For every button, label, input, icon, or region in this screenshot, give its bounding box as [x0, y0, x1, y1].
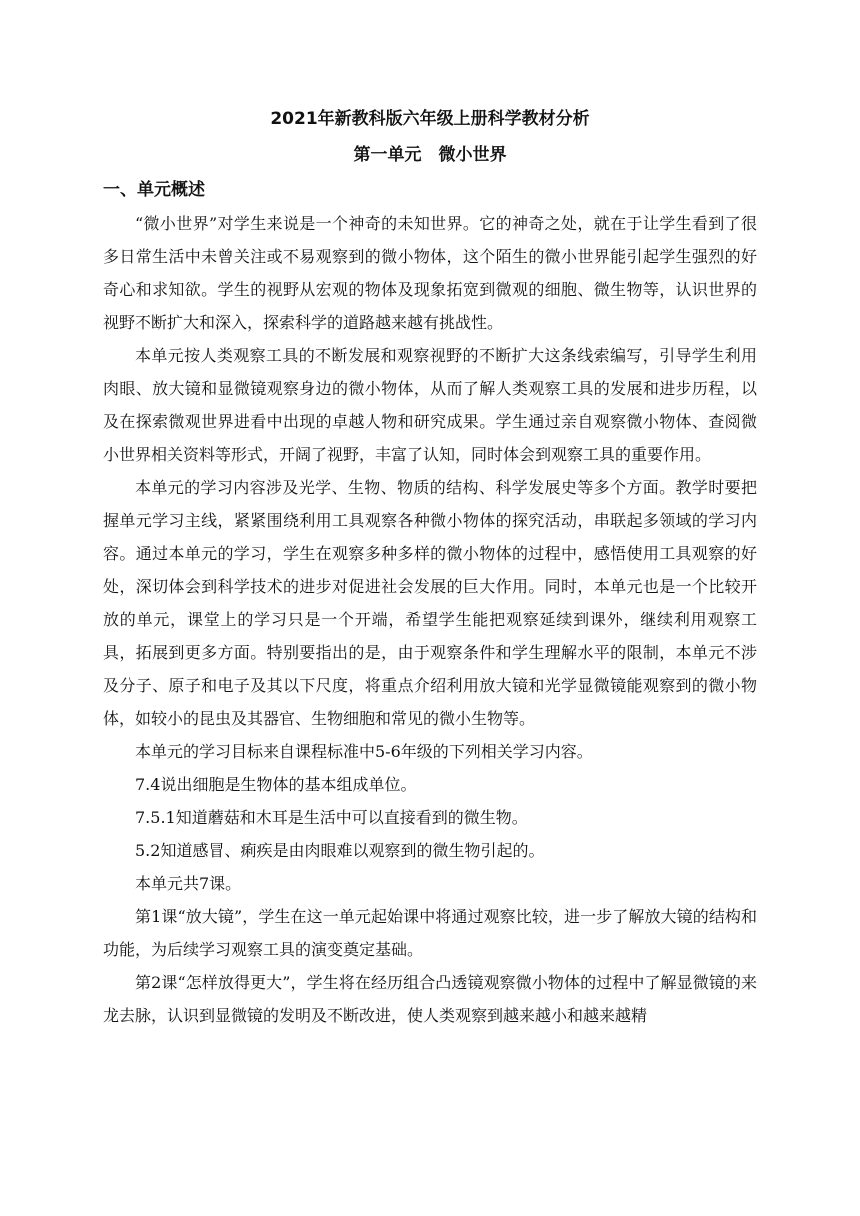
standard-item-7-4: 7.4说出细胞是生物体的基本组成单位。	[135, 775, 417, 794]
paragraph-lesson-count: 本单元共7课。	[135, 874, 242, 893]
paragraph-learning-goals: 本单元的学习目标来自课程标准中5-6年级的下列相关学习内容。	[135, 742, 593, 761]
standard-item-7-5-1: 7.5.1知道蘑菇和木耳是生活中可以直接看到的微生物。	[135, 808, 528, 827]
document-title: 2021年新教科版六年级上册科学教材分析	[270, 109, 590, 129]
document-page	[103, 103, 757, 1032]
paragraph-learning-content: 本单元的学习内容涉及光学、生物、物质的结构、科学发展史等多个方面。教学时要把握单元学习主线，紧紧围绕利用工具观察各种微小物体的探究活动，串联起多领域的学习内容。通过本单元的学习，学生在观察多种多样的微小物体的过程中，感悟使用工具观察的好处，深切体会到科学技术的进步对促进社会发展的巨大作用。同时，本单元也是一个比较开放的单元，课堂上的学习只是一个开端，希望学生能把观察延续到课外，继续利用观察工具，拓展到更多方面。特别要指出的是，由于观察条件和学生理解水平的限制，本单元不涉及分子、原子和电子及其以下尺度，将重点介绍利用放大镜和光学显微镜能观察到的微小物体，如较小的昆虫及其器官、生物细胞和常见的微小生物等。	[103, 478, 757, 728]
paragraph-lesson-1: 第1课“放大镜”，学生在这一单元起始课中将通过观察比较，进一步了解放大镜的结构和功能，为后续学习观察工具的演变奠定基础。	[103, 907, 757, 959]
paragraph-unit-structure: 本单元按人类观察工具的不断发展和观察视野的不断扩大这条线索编写，引导学生利用肉眼、放大镜和显微镜观察身边的微小物体，从而了解人类观察工具的发展和进步历程，以及在探索微观世界进看中出现的卓越人物和研究成果。学生通过亲自观察微小物体、查阅微小世界相关资料等形式，开阔了视野，丰富了认知，同时体会到观察工具的重要作用。	[103, 346, 757, 464]
standard-item-5-2: 5.2知道感冒、痢疾是由肉眼难以观察到的微生物引起的。	[135, 841, 545, 860]
unit-title: 第一单元 微小世界	[353, 145, 507, 165]
section-heading: 一、单元概述	[103, 180, 205, 200]
paragraph-intro: “微小世界”对学生来说是一个神奇的未知世界。它的神奇之处，就在于让学生看到了很多日常生活中未曾关注或不易观察到的微小物体，这个陌生的微小世界能引起学生强烈的好奇心和求知欲。学生的视野从宏观的物体及现象拓宽到微观的细胞、微生物等，认识世界的视野不断扩大和深入，探索科学的道路越来越有挑战性。	[103, 214, 757, 332]
paragraph-lesson-2: 第2课“怎样放得更大”，学生将在经历组合凸透镜观察微小物体的过程中了解显微镜的来龙去脉，认识到显微镜的发明及不断改进，使人类观察到越来越小和越来越精	[103, 973, 757, 1025]
